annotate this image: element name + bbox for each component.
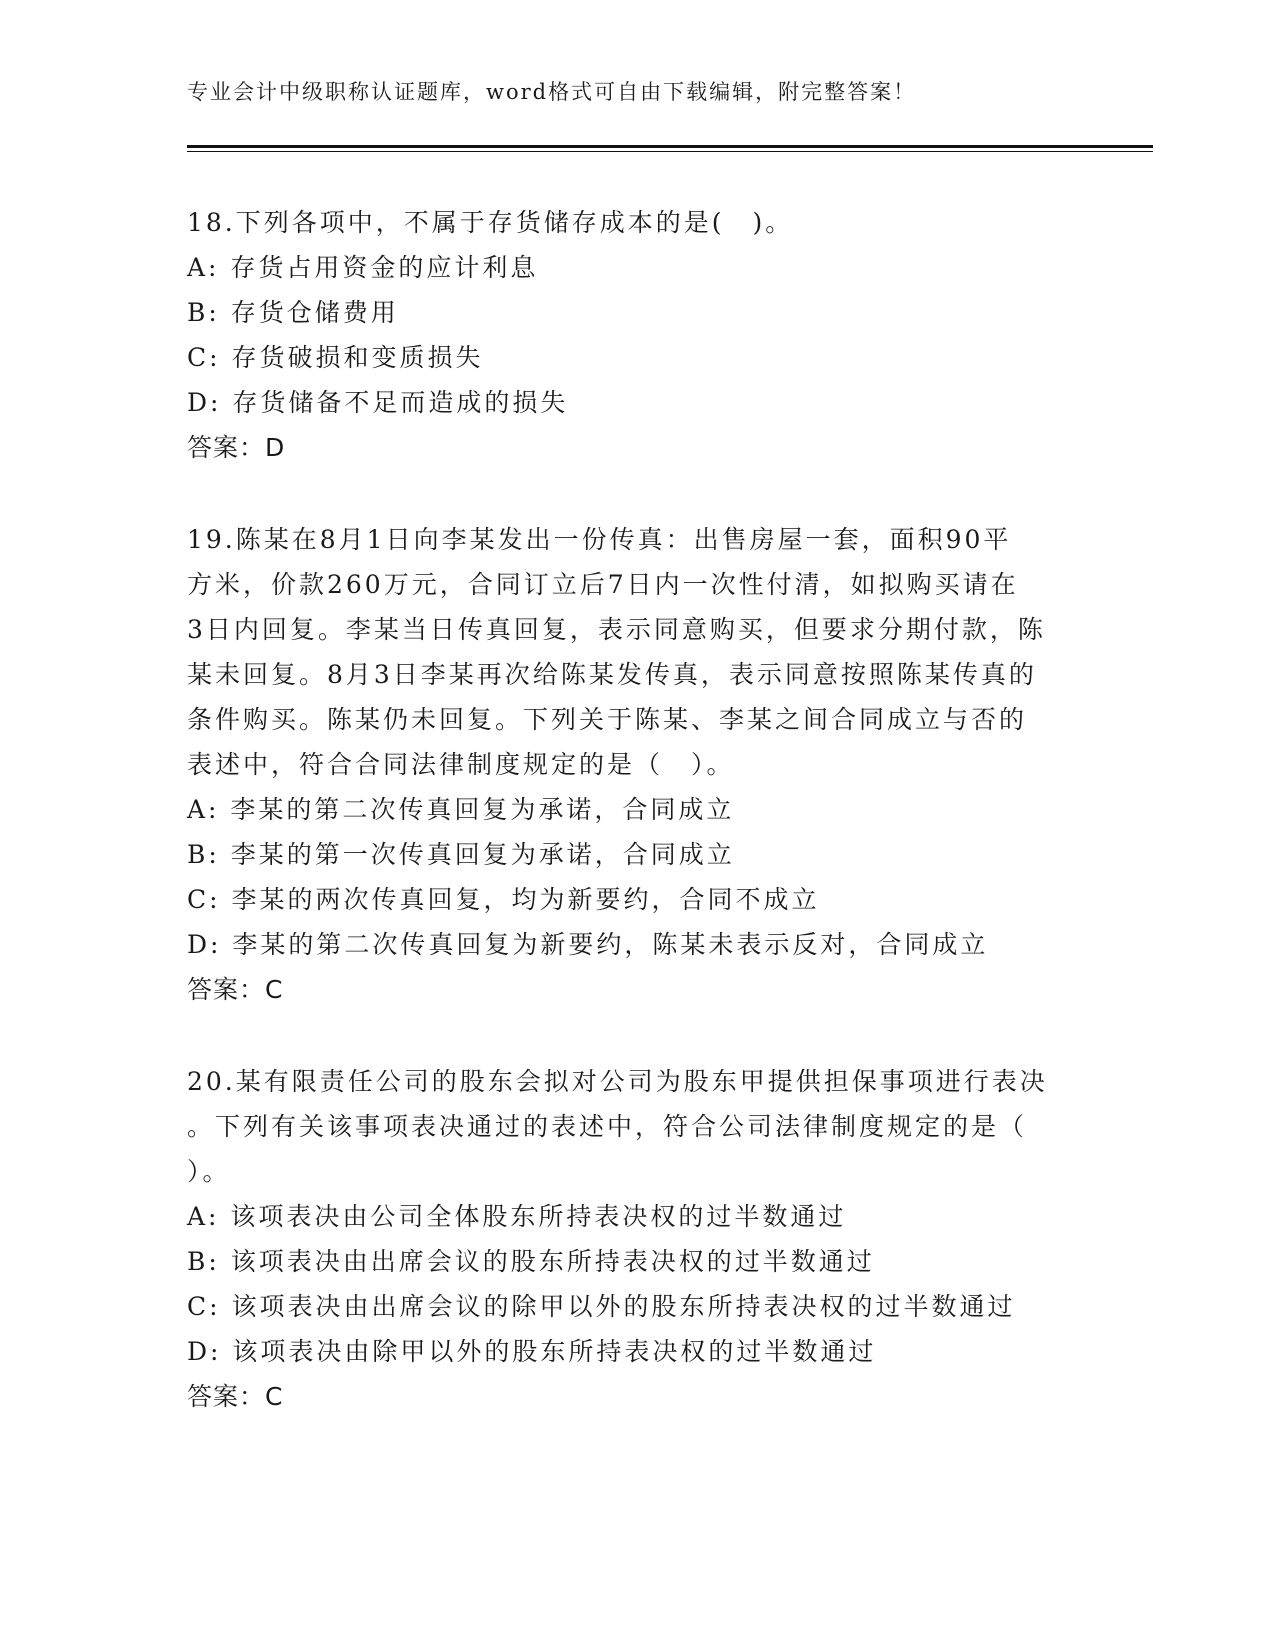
question-19 xyxy=(187,517,1087,1012)
option-a: A: 李某的第二次传真回复为承诺，合同成立 xyxy=(187,795,735,824)
option-a: A: 该项表决由公司全体股东所持表决权的过半数通过 xyxy=(187,1202,847,1231)
question-stem-line: 19.陈某在8月1日向李某发出一份传真：出售房屋一套，面积90平 xyxy=(187,525,1012,554)
answer: 答案：C xyxy=(187,1382,284,1411)
page-header: 专业会计中级职称认证题库，word格式可自由下载编辑，附完整答案！ xyxy=(187,80,917,104)
header-divider xyxy=(187,145,1153,152)
question-stem-line: 表述中，符合合同法律制度规定的是（ ）。 xyxy=(187,750,735,779)
option-b: B: 该项表决由出席会议的股东所持表决权的过半数通过 xyxy=(187,1247,875,1276)
option-b: B: 李某的第一次传真回复为承诺，合同成立 xyxy=(187,840,735,869)
question-20 xyxy=(187,1059,1087,1419)
option-a: A: 存货占用资金的应计利息 xyxy=(187,253,539,282)
answer: 答案：D xyxy=(187,433,286,462)
question-list xyxy=(187,200,1087,1466)
question-stem-line: 18.下列各项中，不属于存货储存成本的是( )。 xyxy=(187,208,794,237)
option-d: D: 该项表决由除甲以外的股东所持表决权的过半数通过 xyxy=(187,1337,877,1366)
option-c: C: 存货破损和变质损失 xyxy=(187,343,484,372)
answer: 答案：C xyxy=(187,975,284,1004)
option-d: D: 李某的第二次传真回复为新要约，陈某未表示反对，合同成立 xyxy=(187,930,989,959)
option-d: D: 存货储备不足而造成的损失 xyxy=(187,388,569,417)
question-stem-line: 方米，价款260万元，合同订立后7日内一次性付清，如拟购买请在 xyxy=(187,570,1019,599)
question-stem-line: 20.某有限责任公司的股东会拟对公司为股东甲提供担保事项进行表决 xyxy=(187,1067,1048,1096)
question-18 xyxy=(187,200,1087,470)
option-c: C: 李某的两次传真回复，均为新要约，合同不成立 xyxy=(187,885,820,914)
option-c: C: 该项表决由出席会议的除甲以外的股东所持表决权的过半数通过 xyxy=(187,1292,1016,1321)
question-stem-line: 3日内回复。李某当日传真回复，表示同意购买，但要求分期付款，陈 xyxy=(187,615,1046,644)
question-stem-line: 。下列有关该事项表决通过的表述中，符合公司法律制度规定的是（ xyxy=(187,1112,1028,1141)
option-b: B: 存货仓储费用 xyxy=(187,298,399,327)
question-stem-line: 条件购买。陈某仍未回复。下列关于陈某、李某之间合同成立与否的 xyxy=(187,705,1028,734)
question-stem-line: 某未回复。8月3日李某再次给陈某发传真，表示同意按照陈某传真的 xyxy=(187,660,1037,689)
question-stem-line: ）。 xyxy=(187,1157,231,1186)
